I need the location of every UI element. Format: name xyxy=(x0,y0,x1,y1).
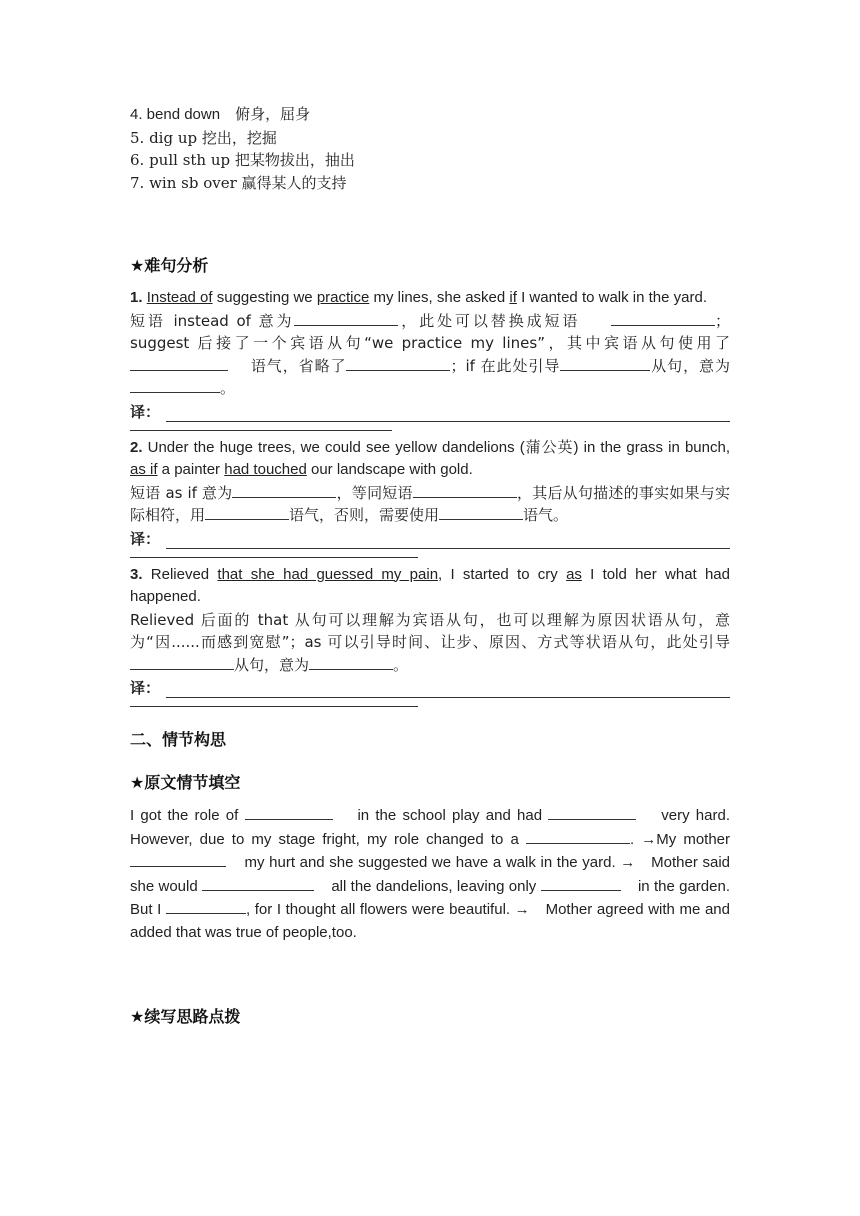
underlined-phrase: that she had guessed my pain xyxy=(217,565,439,583)
fill-blank[interactable] xyxy=(130,377,220,393)
story-text: . →My mother xyxy=(629,830,731,848)
vocab-item: 7. win sb over 赢得某人的支持 xyxy=(130,173,347,192)
sentence-number: 1. xyxy=(130,289,143,306)
fill-blank[interactable] xyxy=(245,804,333,820)
analysis-text: 语气。 xyxy=(523,506,569,524)
translation-line-continued[interactable] xyxy=(130,422,392,431)
underlined-phrase: practice xyxy=(316,289,370,306)
underlined-phrase: Instead of xyxy=(146,289,213,306)
story-text: all the dandelions, leaving only xyxy=(331,877,537,895)
analysis-text: ，等同短语 xyxy=(336,483,413,502)
sentence-text: , I started to cry xyxy=(438,565,567,583)
translation-label: 译： xyxy=(130,403,161,421)
fill-blank[interactable] xyxy=(413,482,517,498)
fill-blank[interactable] xyxy=(202,875,314,891)
underlined-phrase: as if xyxy=(130,461,158,478)
fill-blank[interactable] xyxy=(309,654,393,670)
analysis-text: Relieved 后面的 that 从句可以理解为宾语从句，也可以理解为原因状语从句，意为“因......而感到宽慰”；as 可以引导时间、让步、原因、方式等状语从句，此处引导 xyxy=(130,610,730,651)
story-text: I got the role of xyxy=(130,807,239,824)
fill-blank[interactable] xyxy=(232,482,336,498)
section-heading-difficult: ★难句分析 xyxy=(130,258,209,275)
analysis-text: 从句，意为 xyxy=(234,655,310,674)
fill-blank[interactable] xyxy=(130,654,234,670)
fill-blank[interactable] xyxy=(526,828,630,844)
translation-label: 译： xyxy=(130,530,161,548)
fill-blank[interactable] xyxy=(130,851,226,867)
vocab-item: 4. bend down 俯身，屈身 xyxy=(130,106,311,123)
analysis-text: ； xyxy=(715,311,731,330)
section-heading-ideas: ★续写思路点拨 xyxy=(130,1009,241,1026)
sentence-text: a painter xyxy=(157,461,225,478)
analysis-text: 从句，意为 xyxy=(650,356,730,375)
story-text: in the school play and had xyxy=(357,807,543,824)
vocab-item: 5. dig up 挖出，挖掘 xyxy=(130,128,277,147)
story-text: in the garden. But I xyxy=(130,877,730,918)
fill-blank[interactable] xyxy=(294,310,398,326)
fill-blank[interactable] xyxy=(439,504,523,520)
analysis-text: suggest 后接了一个宾语从句“we practice my lines”，其中宾语从句使用了 xyxy=(130,334,730,352)
translation-label: 译： xyxy=(130,680,161,697)
story-text: very hard. However, due to my stage fright, my role changed to a xyxy=(130,807,730,848)
story-text: , for I thought all flowers were beautiful. → Mother agreed with me and added that was true of people,too. xyxy=(130,901,730,941)
sentence-text: suggesting we xyxy=(212,289,317,306)
fill-blank[interactable] xyxy=(205,504,289,520)
sentence-number: 3. xyxy=(130,565,143,583)
sentence-text: Under the huge trees, we could see yellow dandelions (蒲公英) in the grass in bunch, xyxy=(142,438,730,456)
translation-line[interactable] xyxy=(130,527,730,549)
fill-blank[interactable] xyxy=(611,310,715,326)
fill-blank[interactable] xyxy=(346,355,450,371)
sentence-3 xyxy=(130,564,730,708)
sentence-2 xyxy=(130,437,730,558)
translation-line-continued[interactable] xyxy=(130,698,418,707)
sentence-text: Relieved xyxy=(142,565,218,583)
fill-blank[interactable] xyxy=(541,875,621,891)
section-heading-fill: ★原文情节填空 xyxy=(130,775,241,792)
analysis-text: 。 xyxy=(393,655,409,674)
story-fill-paragraph xyxy=(130,804,730,944)
underlined-phrase: had touched xyxy=(224,461,307,478)
sentence-text: my lines, she asked xyxy=(369,289,510,306)
sentence-text: our landscape with gold. xyxy=(306,461,473,478)
fill-blank[interactable] xyxy=(130,355,228,371)
analysis-text: 。 xyxy=(220,379,236,397)
section-heading-plot: 二、情节构思 xyxy=(130,732,227,749)
document-page xyxy=(130,104,730,1027)
fill-blank[interactable] xyxy=(548,804,636,820)
sentence-number: 2. xyxy=(130,438,143,456)
translation-line-continued[interactable] xyxy=(130,549,418,558)
vocab-item: 6. pull sth up 把某物拔出，抽出 xyxy=(130,151,355,169)
fill-blank[interactable] xyxy=(560,355,650,371)
analysis-text: ，其后从句描述的事实如果与实际相符，用 xyxy=(130,483,730,524)
analysis-text: ，此处可以替换成短语 xyxy=(398,311,581,330)
analysis-text: ；if 在此处引导 xyxy=(450,356,561,375)
underlined-phrase: as xyxy=(566,565,582,583)
sentence-text: I wanted to walk in the yard. xyxy=(516,289,708,306)
analysis-text: 语气，省略了 xyxy=(250,356,347,375)
translation-line[interactable] xyxy=(130,676,730,698)
translation-line[interactable] xyxy=(130,400,730,422)
vocab-list xyxy=(130,104,730,194)
sentence-text: I told her what had happened. xyxy=(130,565,730,605)
story-text: my hurt and she suggested we have a walk in the yard. → Mother said she would xyxy=(130,854,730,895)
analysis-text: 短语 as if 意为 xyxy=(130,483,233,502)
fill-blank[interactable] xyxy=(166,898,246,914)
analysis-text: 语气，否则，需要使用 xyxy=(289,506,440,524)
analysis-text: 短语 instead of 意为 xyxy=(130,311,295,330)
underlined-phrase: if xyxy=(509,289,517,306)
sentence-1 xyxy=(130,287,730,431)
